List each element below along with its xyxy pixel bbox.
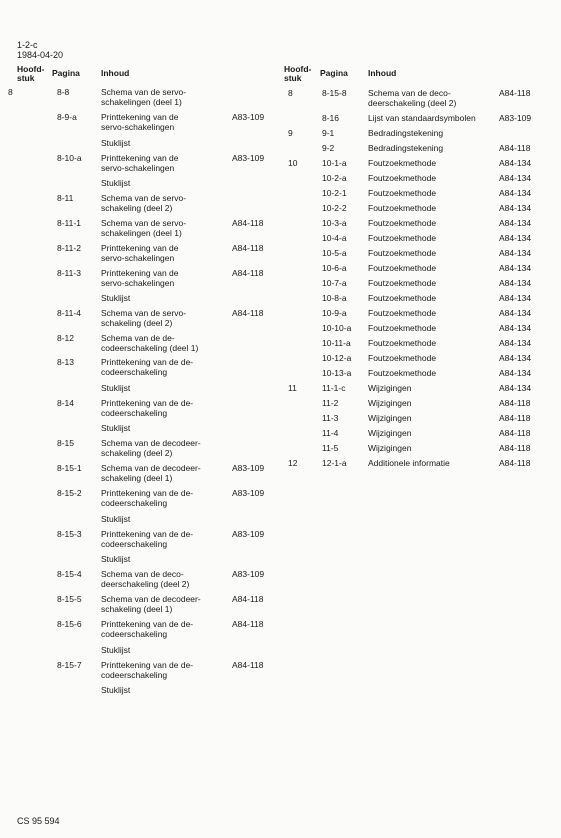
revision-code-cell: A84-118 — [499, 88, 531, 98]
revision-code-cell: A83-109 — [232, 112, 265, 122]
page-cell: 10-12-a — [322, 353, 352, 363]
column-header-page-left: Pagina — [52, 68, 80, 78]
content-cell: Additionele informatie — [368, 458, 450, 468]
page-cell: 8-15-4 — [57, 569, 82, 579]
revision-code-cell: A84-134 — [499, 173, 532, 183]
column-header-content-left: Inhoud — [101, 68, 130, 78]
content-cell: Printtekening van de servo-schakelingen — [101, 153, 179, 173]
document-code: CS 95 594 — [17, 816, 60, 826]
revision-code-cell: A84-134 — [499, 338, 532, 348]
content-cell: Foutzoekmethode — [368, 353, 437, 363]
revision-code-cell: A84-118 — [499, 413, 531, 423]
content-cell: Foutzoekmethode — [368, 293, 437, 303]
content-cell: Stuklijst — [101, 514, 131, 524]
document-date: 1984-04-20 — [17, 50, 64, 60]
page-cell: 10-4-a — [322, 233, 347, 243]
content-cell: Stuklijst — [101, 178, 131, 188]
page-cell: 10-11-a — [322, 338, 351, 348]
content-cell: Stuklijst — [101, 554, 131, 564]
revision-code-cell: A84-134 — [499, 263, 532, 273]
chapter-cell: 11 — [288, 383, 297, 393]
page-cell: 8-8 — [57, 87, 70, 97]
content-cell: Schema van de servo- schakeling (deel 2) — [101, 193, 187, 213]
chapter-cell: 8 — [8, 87, 13, 97]
content-cell: Bedradingstekening — [368, 128, 444, 138]
page-cell: 10-7-a — [322, 278, 347, 288]
column-header-chapter-left: Hoofd- stuk — [17, 64, 45, 83]
content-cell: Printtekening van de de- codeerschakeling — [101, 529, 194, 549]
page-cell: 10-8-a — [322, 293, 347, 303]
content-cell: Stuklijst — [101, 138, 131, 148]
column-header-page-right: Pagina — [320, 68, 348, 78]
revision-code-cell: A84-134 — [499, 278, 532, 288]
page-cell: 10-2-1 — [322, 188, 347, 198]
page-cell: 8-15-8 — [322, 88, 347, 98]
revision-code-cell: A84-134 — [499, 203, 532, 213]
revision-code-cell: A83-109 — [232, 463, 265, 473]
content-cell: Foutzoekmethode — [368, 248, 437, 258]
content-cell: Schema van de servo- schakeling (deel 2) — [101, 308, 187, 328]
page-cell: 10-10-a — [322, 323, 352, 333]
content-cell: Wijzigingen — [368, 428, 412, 438]
page-cell: 10-3-a — [322, 218, 347, 228]
revision-code-cell: A83-109 — [499, 113, 532, 123]
content-cell: Schema van de decodeer- schakeling (deel 1) — [101, 594, 201, 614]
page-cell: 10-5-a — [322, 248, 347, 258]
content-cell: Foutzoekmethode — [368, 203, 437, 213]
content-cell: Foutzoekmethode — [368, 263, 437, 273]
content-cell: Wijzigingen — [368, 383, 412, 393]
content-cell: Stuklijst — [101, 383, 131, 393]
content-cell: Foutzoekmethode — [368, 158, 437, 168]
page-cell: 8-9-a — [57, 112, 77, 122]
content-cell: Schema van de deco- deerschakeling (deel 2) — [368, 88, 457, 108]
page-cell: 9-1 — [322, 128, 335, 138]
chapter-cell: 10 — [288, 158, 298, 168]
revision-code-cell: A84-134 — [499, 353, 532, 363]
revision-code-cell: A84-134 — [499, 308, 532, 318]
content-cell: Foutzoekmethode — [368, 188, 437, 198]
column-header-content-right: Inhoud — [368, 68, 397, 78]
page-cell: 8-15-2 — [57, 488, 82, 498]
content-cell: Foutzoekmethode — [368, 338, 437, 348]
page-cell: 8-13 — [57, 357, 75, 367]
page-cell: 10-6-a — [322, 263, 347, 273]
content-cell: Printtekening van de de- codeerschakeling — [101, 660, 194, 680]
revision-code-cell: A84-134 — [499, 218, 532, 228]
content-cell: Wijzigingen — [368, 398, 412, 408]
content-cell: Schema van de servo- schakelingen (deel 1) — [101, 218, 187, 238]
page-cell: 8-15-7 — [57, 660, 82, 670]
revision-code-cell: A84-118 — [232, 660, 264, 670]
content-cell: Foutzoekmethode — [368, 308, 437, 318]
revision-code-cell: A84-134 — [499, 368, 532, 378]
chapter-cell: 12 — [288, 458, 298, 468]
content-cell: Foutzoekmethode — [368, 173, 437, 183]
content-cell: Schema van de servo- schakelingen (deel 1) — [101, 87, 187, 107]
page-cell: 8-11-4 — [57, 308, 81, 318]
content-cell: Foutzoekmethode — [368, 368, 437, 378]
content-cell: Printtekening van de servo-schakelingen — [101, 268, 179, 288]
revision-code-cell: A84-118 — [232, 619, 264, 629]
revision-code-cell: A84-118 — [499, 458, 531, 468]
revision-code-cell: A84-118 — [232, 218, 264, 228]
page-cell: 8-14 — [57, 398, 75, 408]
revision-code-cell: A83-109 — [232, 153, 265, 163]
column-header-chapter-right: Hoofd- stuk — [284, 64, 312, 83]
revision-code-cell: A84-134 — [499, 158, 532, 168]
page-cell: 8-15-5 — [57, 594, 82, 604]
page-cell: 8-10-a — [57, 153, 82, 163]
page-cell: 8-11 — [57, 193, 74, 203]
revision-code-cell: A84-118 — [499, 428, 531, 438]
page-cell: 8-15-6 — [57, 619, 82, 629]
page-cell: 8-15 — [57, 438, 75, 448]
page-cell: 8-12 — [57, 333, 75, 343]
page-cell: 8-11-1 — [57, 218, 81, 228]
revision-code-cell: A84-134 — [499, 383, 532, 393]
revision-code-cell: A84-134 — [499, 293, 532, 303]
content-cell: Printtekening van de de- codeerschakeling — [101, 398, 194, 418]
revision-code-cell: A83-109 — [232, 488, 265, 498]
content-cell: Printtekening van de servo-schakelingen — [101, 243, 179, 263]
page-cell: 11-2 — [322, 398, 339, 408]
page-cell: 8-16 — [322, 113, 340, 123]
revision-code-cell: A84-134 — [499, 248, 532, 258]
revision-code-cell: A84-118 — [499, 443, 531, 453]
page-cell: 8-11-2 — [57, 243, 81, 253]
page-cell: 11-1-c — [322, 383, 346, 393]
document-number: 1-2-c — [17, 40, 38, 50]
content-cell: Stuklijst — [101, 423, 131, 433]
content-cell: Foutzoekmethode — [368, 233, 437, 243]
content-cell: Schema van de deco- deerschakeling (deel 2) — [101, 569, 190, 589]
revision-code-cell: A84-118 — [232, 268, 264, 278]
chapter-cell: 9 — [288, 128, 293, 138]
content-cell: Foutzoekmethode — [368, 218, 437, 228]
page-cell: 11-4 — [322, 428, 339, 438]
page-cell: 10-2-2 — [322, 203, 347, 213]
page-cell: 10-9-a — [322, 308, 347, 318]
content-cell: Lijst van standaardsymbolen — [368, 113, 476, 123]
content-cell: Foutzoekmethode — [368, 323, 437, 333]
page-cell: 8-15-3 — [57, 529, 82, 539]
revision-code-cell: A84-118 — [232, 308, 264, 318]
content-cell: Printtekening van de de- codeerschakeling — [101, 488, 194, 508]
revision-code-cell: A84-118 — [499, 143, 531, 153]
page-cell: 10-1-a — [322, 158, 347, 168]
revision-code-cell: A84-134 — [499, 323, 532, 333]
content-cell: Wijzigingen — [368, 413, 412, 423]
revision-code-cell: A84-118 — [232, 243, 264, 253]
revision-code-cell: A83-109 — [232, 569, 265, 579]
content-cell: Printtekening van de de- codeerschakeling — [101, 357, 194, 377]
content-cell: Schema van de decodeer- schakeling (deel 1) — [101, 463, 201, 483]
page-cell: 8-11-3 — [57, 268, 81, 278]
page-cell: 10-13-a — [322, 368, 352, 378]
revision-code-cell: A84-134 — [499, 188, 532, 198]
content-cell: Schema van de decodeer- schakeling (deel 2) — [101, 438, 201, 458]
page-cell: 11-3 — [322, 413, 339, 423]
revision-code-cell: A83-109 — [232, 529, 265, 539]
page-cell: 10-2-a — [322, 173, 347, 183]
content-cell: Schema van de de- codeerschakeling (deel 1) — [101, 333, 199, 353]
content-cell: Wijzigingen — [368, 443, 412, 453]
content-cell: Stuklijst — [101, 645, 131, 655]
content-cell: Foutzoekmethode — [368, 278, 437, 288]
chapter-cell: 8 — [288, 88, 293, 98]
revision-code-cell: A84-118 — [232, 594, 264, 604]
page-cell: 11-5 — [322, 443, 339, 453]
content-cell: Bedradingstekening — [368, 143, 444, 153]
revision-code-cell: A84-118 — [499, 398, 531, 408]
page-cell: 9-2 — [322, 143, 335, 153]
page-cell: 12-1-a — [322, 458, 347, 468]
content-cell: Printtekening van de de- codeerschakeling — [101, 619, 194, 639]
content-cell: Printtekening van de servo-schakelingen — [101, 112, 179, 132]
content-cell: Stuklijst — [101, 685, 131, 695]
page-cell: 8-15-1 — [57, 463, 82, 473]
revision-code-cell: A84-134 — [499, 233, 532, 243]
content-cell: Stuklijst — [101, 293, 131, 303]
